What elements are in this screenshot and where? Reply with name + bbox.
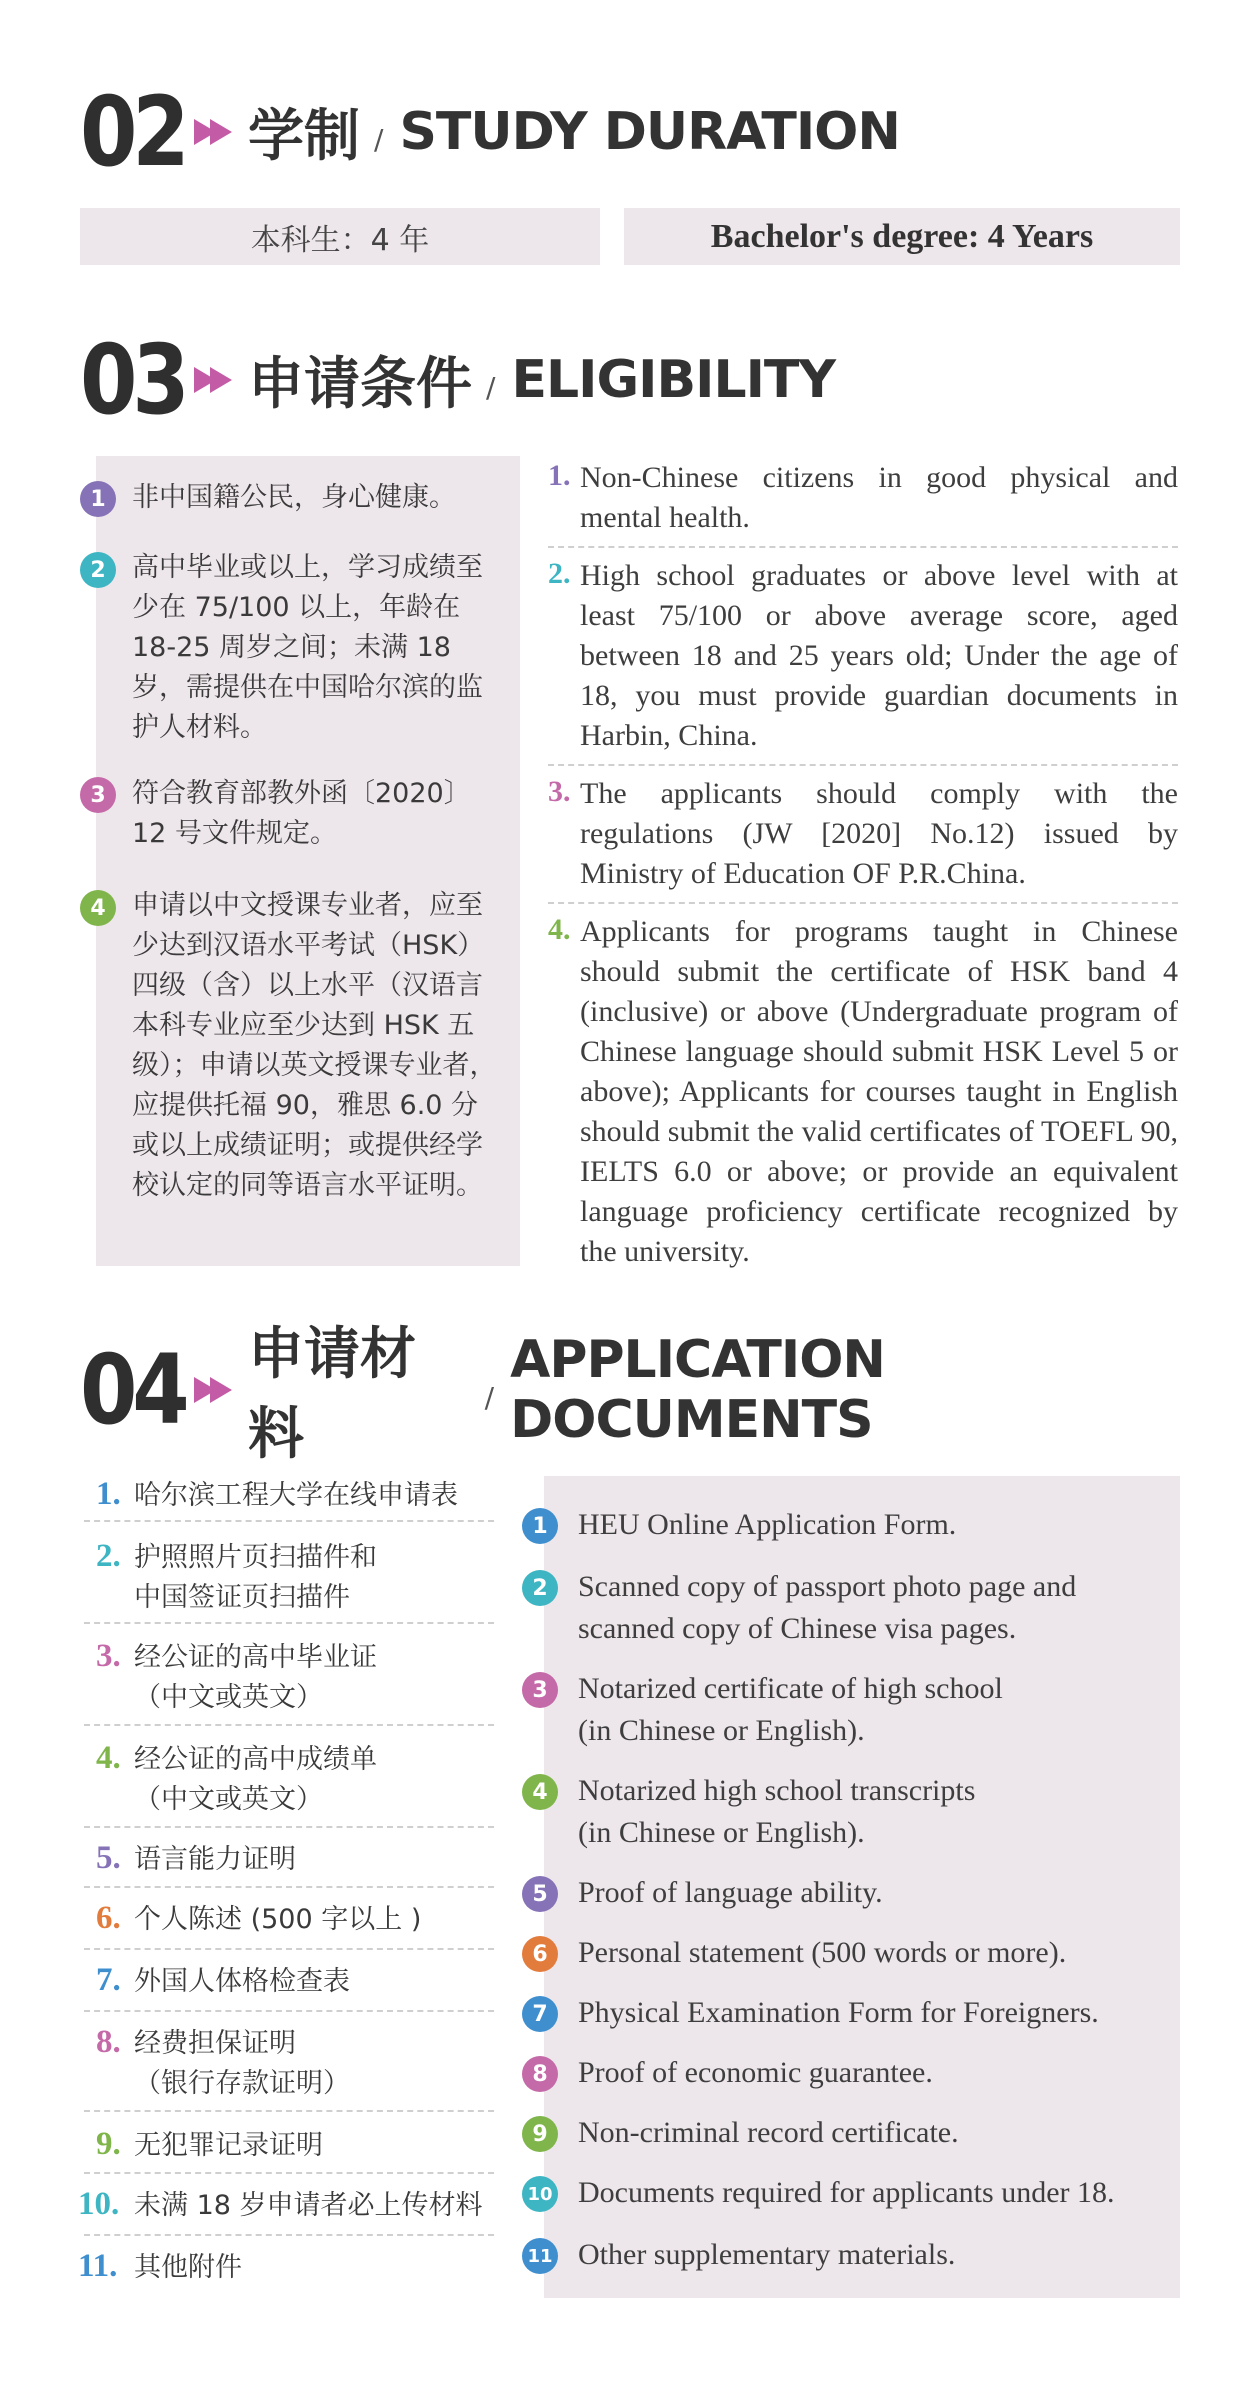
- divider: [84, 1724, 494, 1726]
- eligibility-zh-item-3: 符合教育部教外函〔2020〕12 号文件规定。: [132, 778, 471, 849]
- document-zh-number: 9.: [96, 2126, 121, 2162]
- number-badge: 4: [522, 1774, 558, 1810]
- divider: [84, 1886, 494, 1888]
- document-zh-number: 5.: [96, 1840, 121, 1876]
- document-zh-item: 无犯罪记录证明: [134, 2130, 323, 2161]
- document-en-item: (in Chinese or English).: [578, 1816, 865, 1849]
- document-en-item: Documents required for applicants under 18.: [578, 2176, 1115, 2209]
- document-en-item: Other supplementary materials.: [578, 2238, 956, 2271]
- divider: [548, 764, 1178, 766]
- divider: [84, 1520, 494, 1522]
- document-en-item: scanned copy of Chinese visa pages.: [578, 1612, 1017, 1645]
- document-zh-item: 哈尔滨工程大学在线申请表: [134, 1480, 458, 1511]
- section-title-zh: 申请材料: [248, 1322, 416, 1467]
- eligibility-en-item-1: Non-Chinese citizens in good physical and mental health.: [580, 461, 1178, 534]
- document-zh-item: 个人陈述 (500 字以上 ): [134, 1904, 422, 1935]
- eligibility-zh-item-1: 非中国籍公民，身心健康。: [132, 482, 456, 513]
- duration-en-value: Bachelor's degree: 4 Years: [710, 217, 1094, 255]
- section-number: 03: [80, 324, 185, 436]
- eligibility-en-item-2: High school graduates or above level with at least 75/100 or above average score, aged between 18 and 25 years old; Under the age of 18, you must provide guardian documents in Harbin, China.: [580, 559, 1178, 752]
- section-title-en: ELIGIBILITY: [511, 350, 836, 410]
- eligibility-en-number-3: 3.: [548, 775, 571, 808]
- document-en-item: Personal statement (500 words or more).: [578, 1936, 1067, 1969]
- section-title-zh: 申请条件: [248, 352, 472, 417]
- number-badge: 9: [522, 2116, 558, 2152]
- number-badge: 10: [522, 2176, 558, 2212]
- number-badge: 5: [522, 1876, 558, 1912]
- document-zh-item: 中国签证页扫描件: [134, 1582, 350, 1613]
- number-badge-2: 2: [80, 552, 116, 588]
- eligibility-en-number-1: 1.: [548, 459, 571, 492]
- number-badge-3: 3: [80, 777, 116, 813]
- document-zh-number: 8.: [96, 2024, 121, 2060]
- eligibility-en-item-4: Applicants for programs taught in Chinese should submit the certificate of HSK band 4 (inclusive) or above (Undergraduate program of Chinese language should submit HSK Level 5 or above); Applicants for courses taught in English should submit the valid certificates of TOEFL 90, IELTS 6.0 or above; or provide an equivalent language proficiency certificate recognized by the university.: [580, 915, 1178, 1268]
- eligibility-zh-item-4: 申请以中文授课专业者，应至少达到汉语水平考试（HSK）四级（含）以上水平（汉语言本科专业应至少达到 HSK 五级）；申请以英文授课专业者，应提供托福 90，雅思 6.0 分或以上成绩证明；或提供经学校认定的同等语言水平证明。: [132, 890, 497, 1201]
- number-badge: 11: [522, 2238, 558, 2274]
- double-arrow-icon: [194, 367, 226, 393]
- title-separator: /: [486, 370, 496, 404]
- document-zh-item: 经公证的高中毕业证: [134, 1642, 377, 1673]
- number-badge: 7: [522, 1996, 558, 2032]
- document-zh-number: 7.: [96, 1962, 121, 1998]
- document-zh-item: 护照照片页扫描件和: [134, 1542, 377, 1573]
- divider: [84, 2172, 494, 2174]
- document-en-item: (in Chinese or English).: [578, 1714, 865, 1747]
- title-separator: /: [374, 122, 384, 156]
- eligibility-en-item-3: The applicants should comply with the regulations (JW [2020] No.12) issued by Ministry of Education OF P.R.China.: [580, 777, 1178, 890]
- document-zh-number: 6.: [96, 1900, 121, 1936]
- document-en-item: Physical Examination Form for Foreigners.: [578, 1996, 1099, 2029]
- title-separator: /: [484, 1380, 495, 1414]
- document-zh-item: （中文或英文）: [134, 1682, 323, 1713]
- double-arrow-icon: [194, 119, 226, 145]
- document-zh-item: 未满 18 岁申请者必上传材料: [134, 2190, 483, 2221]
- number-badge: 1: [522, 1508, 558, 1544]
- document-zh-number: 10.: [78, 2186, 120, 2222]
- document-en-item: Proof of language ability.: [578, 1876, 883, 1909]
- document-en-item: Notarized certificate of high school: [578, 1672, 1003, 1705]
- number-badge: 3: [522, 1672, 558, 1708]
- divider: [84, 2234, 494, 2236]
- eligibility-en-number-4: 4.: [548, 913, 571, 946]
- divider: [84, 1622, 494, 1624]
- document-zh-item: 语言能力证明: [134, 1844, 296, 1875]
- divider: [548, 546, 1178, 548]
- number-badge: 8: [522, 2056, 558, 2092]
- eligibility-en-number-2: 2.: [548, 557, 571, 590]
- divider: [84, 2110, 494, 2112]
- number-badge-1: 1: [80, 481, 116, 517]
- document-zh-item: （中文或英文）: [134, 1784, 323, 1815]
- document-zh-item: 其他附件: [134, 2252, 242, 2283]
- document-en-item: Proof of economic guarantee.: [578, 2056, 933, 2089]
- document-en-item: HEU Online Application Form.: [578, 1508, 957, 1541]
- eligibility-zh-item-2: 高中毕业或以上，学习成绩至少在 75/100 以上，年龄在 18-25 周岁之间；未满 18 岁，需提供在中国哈尔滨的监护人材料。: [132, 552, 483, 743]
- document-zh-item: 经费担保证明: [134, 2028, 296, 2059]
- divider: [548, 902, 1178, 904]
- document-zh-number: 4.: [96, 1740, 121, 1776]
- divider: [84, 1948, 494, 1950]
- duration-zh-box: [80, 208, 600, 265]
- document-en-item: Non-criminal record certificate.: [578, 2116, 959, 2149]
- duration-en-box: [624, 208, 1180, 265]
- number-badge-4: 4: [80, 890, 116, 926]
- duration-zh-value: 本科生：4 年: [250, 222, 430, 258]
- study-duration-header: [80, 76, 900, 188]
- section-number: 04: [80, 1334, 185, 1446]
- document-zh-number: 3.: [96, 1638, 121, 1674]
- document-en-item: Notarized high school transcripts: [578, 1774, 976, 1807]
- document-zh-item: 外国人体格检查表: [134, 1966, 350, 1997]
- document-zh-item: （银行存款证明）: [134, 2068, 350, 2099]
- divider: [84, 2010, 494, 2012]
- divider: [84, 1826, 494, 1828]
- number-badge: 6: [522, 1936, 558, 1972]
- section-title-en: APPLICATION DOCUMENTS: [510, 1330, 885, 1450]
- eligibility-header: [80, 324, 836, 436]
- document-en-item: Scanned copy of passport photo page and: [578, 1570, 1077, 1603]
- document-zh-item: 经公证的高中成绩单: [134, 1744, 377, 1775]
- section-title-zh: 学制: [248, 104, 360, 169]
- document-zh-number: 11.: [78, 2248, 118, 2284]
- document-zh-number: 1.: [96, 1476, 121, 1512]
- section-number: 02: [80, 76, 185, 188]
- number-badge: 2: [522, 1570, 558, 1606]
- documents-header: [80, 1322, 1260, 1467]
- document-zh-number: 2.: [96, 1538, 121, 1574]
- double-arrow-icon: [194, 1377, 226, 1403]
- section-title-en: STUDY DURATION: [399, 102, 900, 162]
